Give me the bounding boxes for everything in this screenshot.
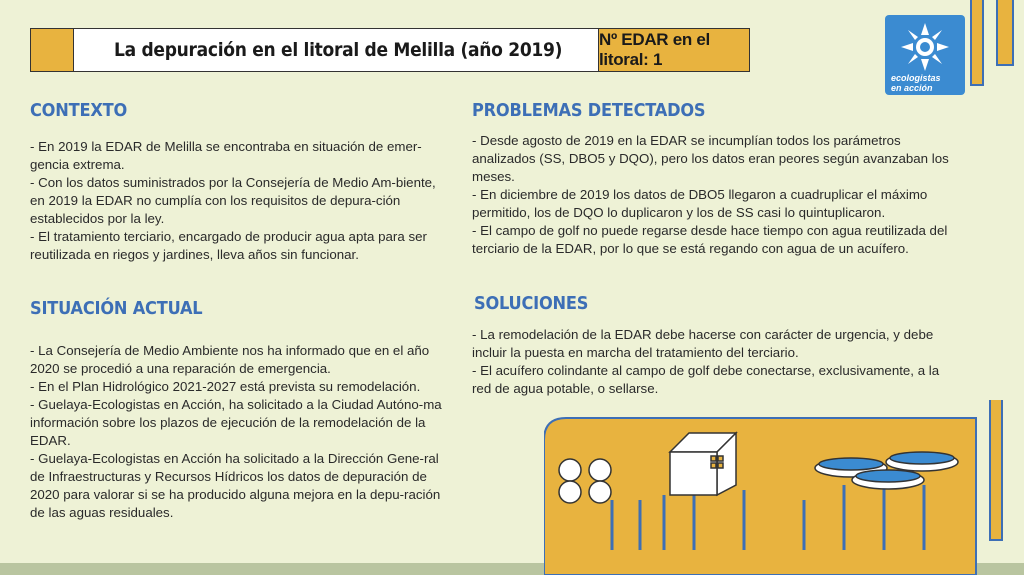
page-title: La depuración en el litoral de Melilla (año 2019) bbox=[74, 29, 599, 71]
pipe bbox=[990, 400, 1002, 540]
heading-contexto: CONTEXTO bbox=[30, 100, 128, 121]
treatment-plant-illustration bbox=[544, 400, 1024, 575]
title-accent-square bbox=[31, 29, 74, 71]
logo-line-2: en acción bbox=[891, 83, 933, 93]
logo-line-1: ecologistas bbox=[891, 73, 941, 83]
sun-icon bbox=[899, 21, 951, 73]
paragraph: - En el Plan Hidrológico 2021-2027 está prevista su remodelación. bbox=[30, 379, 421, 394]
heading-soluciones: SOLUCIONES bbox=[474, 293, 589, 314]
house bbox=[670, 433, 736, 495]
paragraph: - El tratamiento terciario, encargado de producir agua apta para ser reutilizada en riegos y jardines, lleva años sin funcionar. bbox=[30, 229, 427, 262]
pipe-decoration bbox=[970, 0, 984, 86]
situacion-text bbox=[30, 342, 450, 522]
pipe-decoration bbox=[996, 0, 1014, 66]
paragraph: - En diciembre de 2019 los datos de DBO5 llegaron a cuadruplicar el máximo permitido, los de DQO lo duplicaron y los de SS casi lo quintuplicaron. bbox=[472, 187, 928, 220]
paragraph: - Con los datos suministrados por la Consejería de Medio Am-biente, en 2019 la EDAR no cumplía con los requisitos de depura-ción establecidos por la ley. bbox=[30, 175, 436, 226]
title-bar bbox=[30, 28, 750, 72]
heading-situacion-actual: SITUACIÓN ACTUAL bbox=[30, 298, 203, 319]
paragraph: - La remodelación de la EDAR debe hacerse con carácter de urgencia, y debe incluir la puesta en marcha del tratamiento del terciario. bbox=[472, 327, 934, 360]
heading-problemas: PROBLEMAS DETECTADOS bbox=[472, 100, 706, 121]
edar-count: Nº EDAR en el litoral: 1 bbox=[599, 29, 749, 71]
contexto-text bbox=[30, 138, 440, 264]
paragraph: - Guelaya-Ecologistas en Acción, ha solicitado a la Ciudad Autóno-ma información sobre los plazos de ejecución de la remodelación de la EDAR. bbox=[30, 397, 442, 448]
problemas-text bbox=[472, 132, 962, 258]
paragraph: - El campo de golf no puede regarse desde hace tiempo con agua reutilizada del terciario de la EDAR, por lo que se está regando con agua de un acuífero. bbox=[472, 223, 948, 256]
paragraph: - El acuífero colindante al campo de golf debe conectarse, exclusivamente, a la red de agua potable, o sellarse. bbox=[472, 363, 940, 396]
paragraph: - En 2019 la EDAR de Melilla se encontraba en situación de emer-gencia extrema. bbox=[30, 139, 422, 172]
paragraph: - Desde agosto de 2019 en la EDAR se incumplían todos los parámetros analizados (SS, DBO5 y DQO), pero los datos eran peores según avanzaban los meses. bbox=[472, 133, 949, 184]
paragraph: - Guelaya-Ecologistas en Acción ha solicitado a la Dirección Gene-ral de Infraestructuras y Recursos Hídricos los datos de depuración de 2020 para valorar si se ha producido alguna mejora en la depu-ración de las aguas residuales. bbox=[30, 451, 441, 520]
paragraph: - La Consejería de Medio Ambiente nos ha informado que en el año 2020 se procedió a una reparación de emergencia. bbox=[30, 343, 430, 376]
ecologistas-logo bbox=[885, 15, 965, 95]
soluciones-text bbox=[472, 326, 962, 398]
